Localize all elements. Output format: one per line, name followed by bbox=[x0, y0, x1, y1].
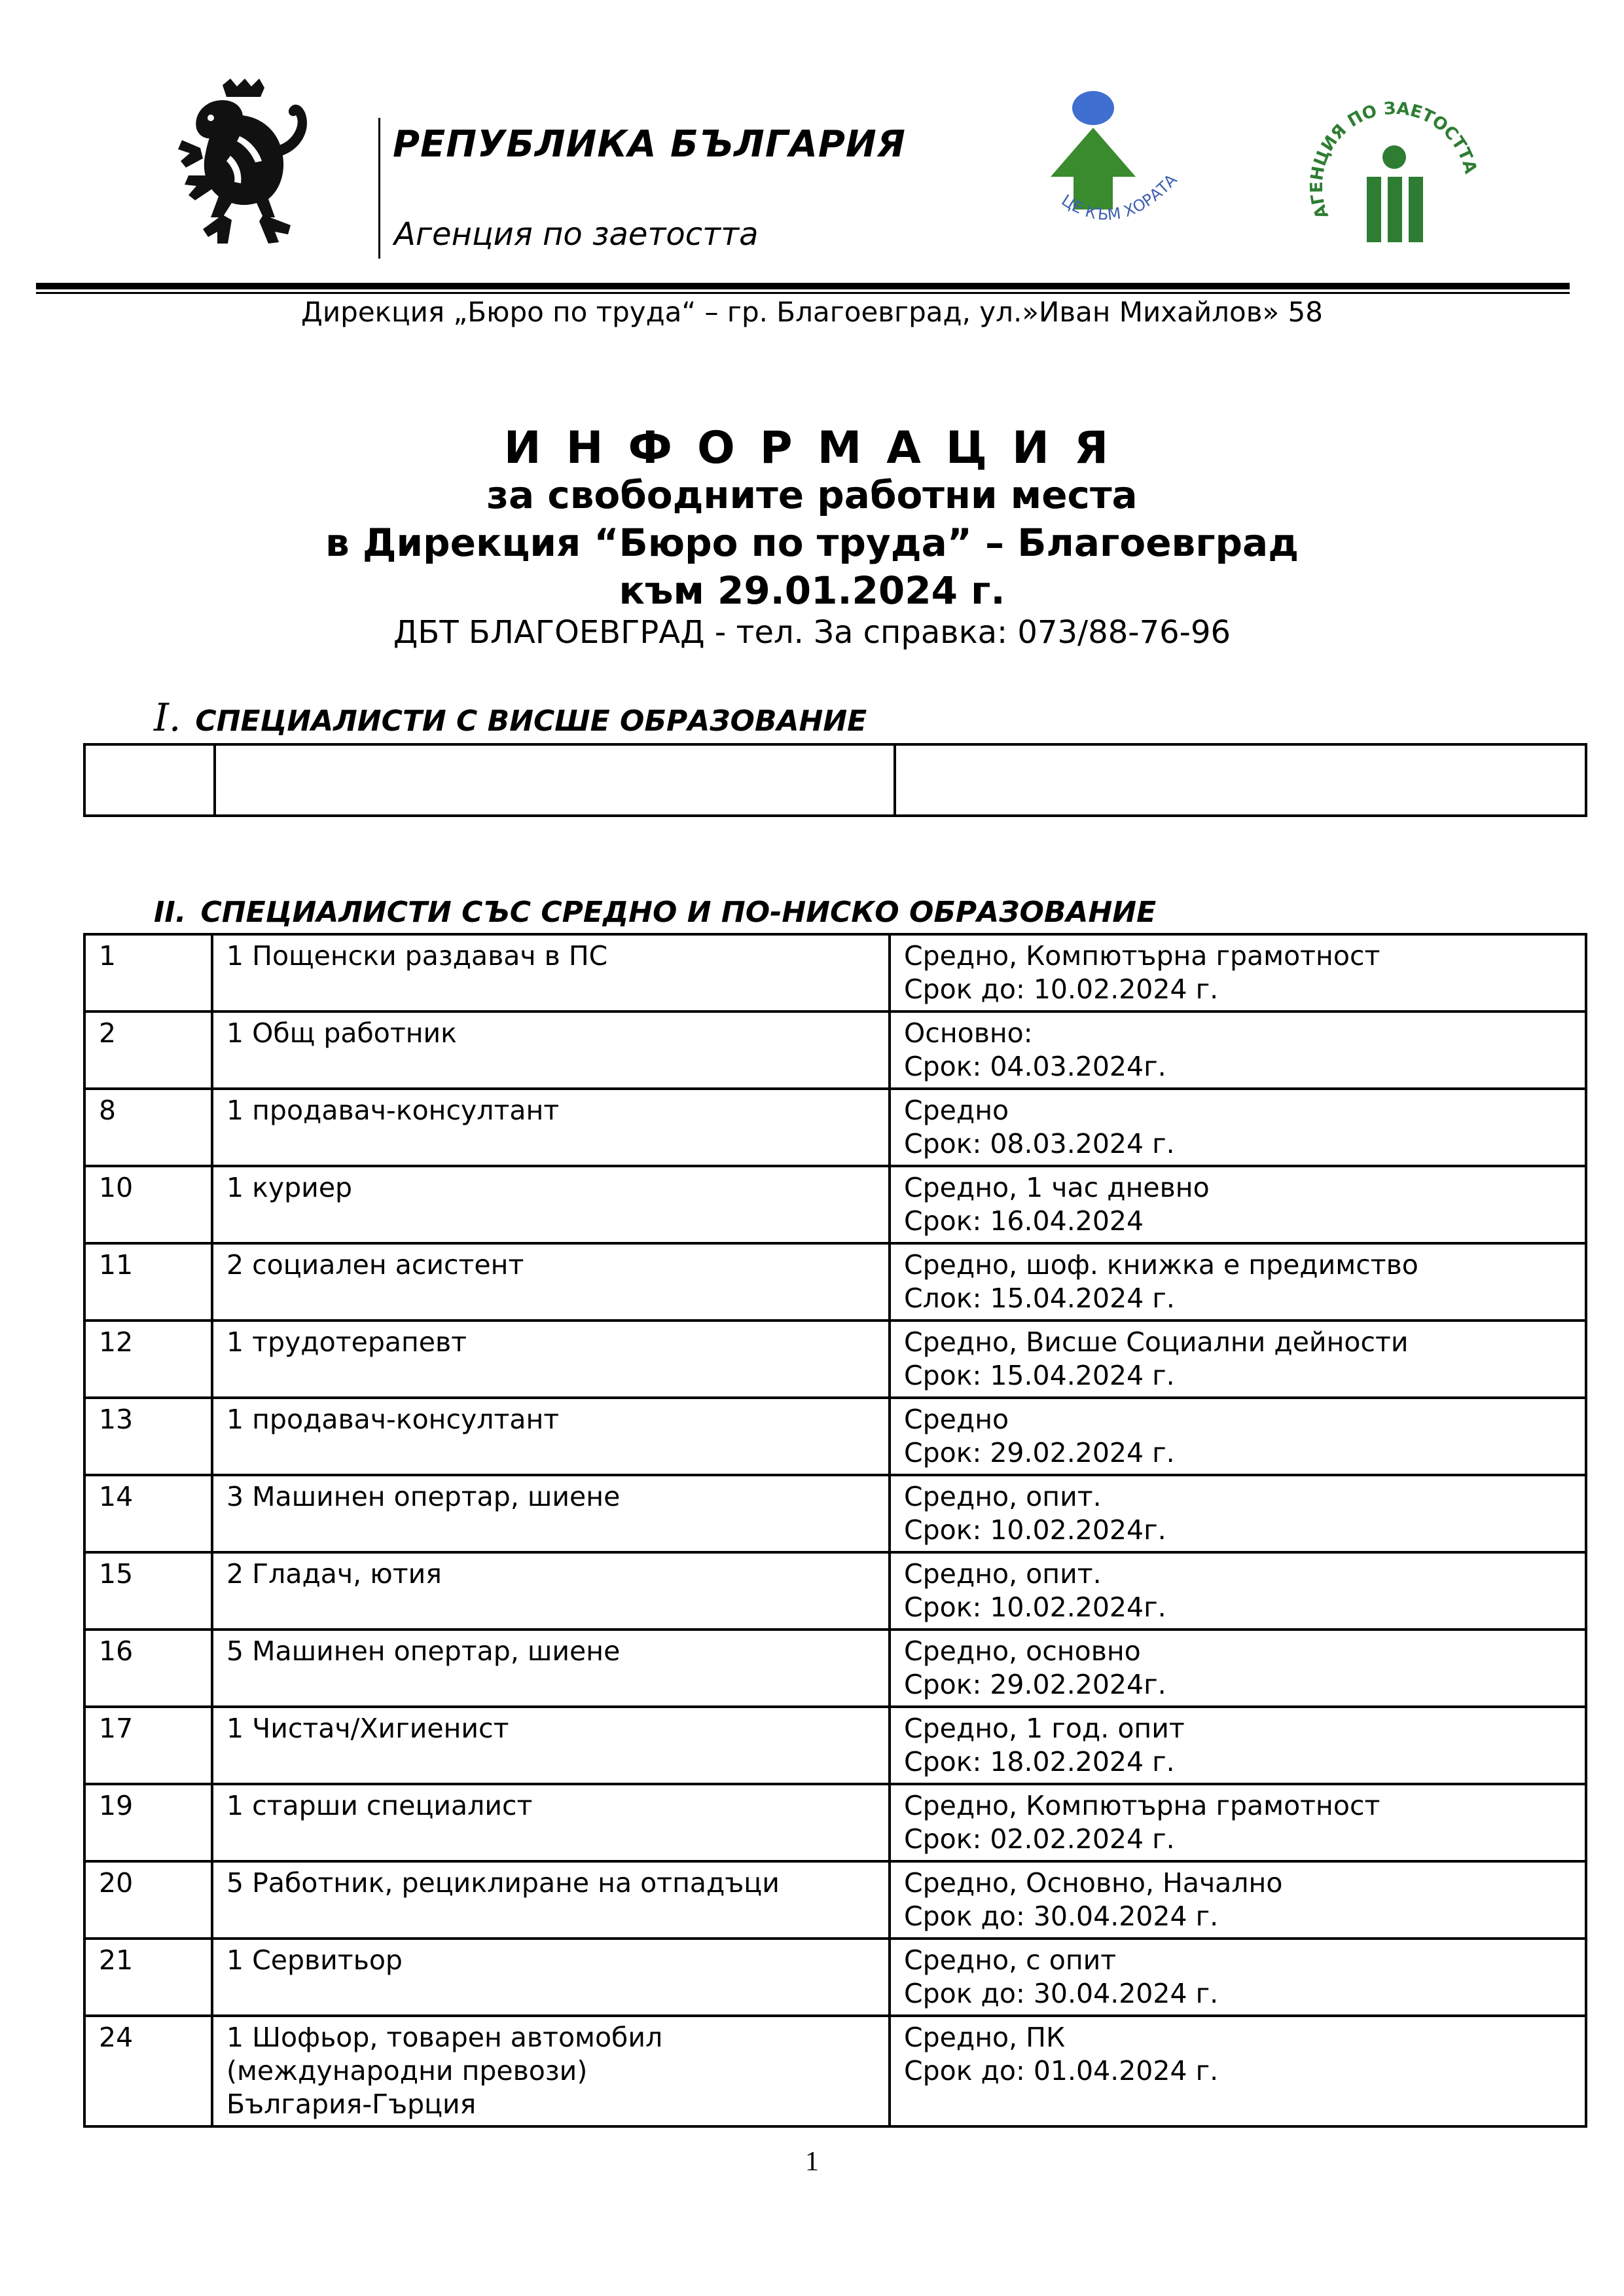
position-text: 2 социален асистент bbox=[226, 1249, 524, 1281]
requirement-text: Срок: 18.02.2024 г. bbox=[904, 1746, 1175, 1777]
table-row bbox=[84, 1552, 1586, 1630]
position-cell bbox=[212, 1243, 890, 1321]
position-text: България-Гърция bbox=[226, 2088, 477, 2120]
position-text: 1 Пощенски раздавач в ПС bbox=[226, 940, 608, 972]
coat-of-arms-lion-icon bbox=[177, 77, 327, 244]
requirement-text: Средно bbox=[904, 1095, 1009, 1126]
requirements-cell bbox=[890, 1861, 1586, 1939]
requirement-text: Срок до: 30.04.2024 г. bbox=[904, 1978, 1219, 2009]
requirement-text: Слок: 15.04.2024 г. bbox=[904, 1283, 1175, 1314]
row-number: 24 bbox=[84, 2016, 212, 2126]
requirements-cell bbox=[890, 1166, 1586, 1243]
position-cell bbox=[212, 1707, 890, 1784]
requirement-text: Срок: 10.02.2024г. bbox=[904, 1514, 1166, 1546]
requirement-text: Срок: 29.02.2024 г. bbox=[904, 1437, 1175, 1468]
position-cell bbox=[212, 1011, 890, 1089]
requirements-cell bbox=[890, 1552, 1586, 1630]
document-title: ИНФОРМАЦИЯ bbox=[503, 422, 1134, 474]
table-row bbox=[84, 1243, 1586, 1321]
position-text: 1 трудотерапевт bbox=[226, 1326, 467, 1358]
requirement-text: Срок: 02.02.2024 г. bbox=[904, 1823, 1175, 1855]
row-number: 16 bbox=[84, 1630, 212, 1707]
requirement-text: Средно, Висше Социални дейности bbox=[904, 1326, 1409, 1358]
position-cell bbox=[212, 1398, 890, 1475]
position-cell bbox=[212, 2016, 890, 2126]
table-cell bbox=[84, 744, 215, 816]
position-text: 1 Чистач/Хигиенист bbox=[226, 1713, 509, 1744]
header-rule-thin bbox=[36, 292, 1570, 294]
row-number: 2 bbox=[84, 1011, 212, 1089]
row-number: 12 bbox=[84, 1321, 212, 1398]
row-number: 13 bbox=[84, 1398, 212, 1475]
requirement-text: Срок: 15.04.2024 г. bbox=[904, 1360, 1175, 1391]
position-cell bbox=[212, 1552, 890, 1630]
position-cell bbox=[212, 1089, 890, 1166]
position-cell bbox=[212, 1939, 890, 2016]
row-number: 10 bbox=[84, 1166, 212, 1243]
row-number: 14 bbox=[84, 1475, 212, 1552]
requirement-text: Основно: bbox=[904, 1017, 1033, 1049]
requirement-text: Средно, опит. bbox=[904, 1558, 1102, 1590]
requirement-text: Срок: 16.04.2024 bbox=[904, 1205, 1144, 1237]
table-row bbox=[84, 1784, 1586, 1861]
requirements-cell bbox=[890, 1243, 1586, 1321]
requirement-text: Средно, шоф. книжка е предимство bbox=[904, 1249, 1418, 1281]
position-cell bbox=[212, 1784, 890, 1861]
requirements-cell bbox=[890, 1939, 1586, 2016]
table-cell bbox=[895, 744, 1586, 816]
requirement-text: Срок: 29.02.2024г. bbox=[904, 1669, 1166, 1700]
requirements-cell bbox=[890, 2016, 1586, 2126]
requirements-cell bbox=[890, 1707, 1586, 1784]
requirements-cell bbox=[890, 1089, 1586, 1166]
table-row bbox=[84, 934, 1586, 1011]
table-row bbox=[84, 2016, 1586, 2126]
title-date: към 29.01.2024 г. bbox=[619, 568, 1005, 613]
table-row bbox=[84, 1939, 1586, 2016]
requirement-text: Срок: 10.02.2024г. bbox=[904, 1592, 1166, 1623]
requirements-cell bbox=[890, 1630, 1586, 1707]
position-text: 1 Шофьор, товарен автомобил bbox=[226, 2022, 663, 2053]
table-row bbox=[84, 1398, 1586, 1475]
position-cell bbox=[212, 1166, 890, 1243]
requirement-text: Срок: 04.03.2024г. bbox=[904, 1051, 1166, 1082]
higher-education-table bbox=[83, 743, 1587, 817]
requirement-text: Средно, опит. bbox=[904, 1481, 1102, 1512]
section-1-number: I. bbox=[154, 695, 181, 740]
section-1-heading bbox=[154, 695, 867, 740]
position-cell bbox=[212, 1321, 890, 1398]
agency-subtitle: Агенция по заетостта bbox=[394, 216, 759, 253]
table-row bbox=[84, 1011, 1586, 1089]
requirement-text: Срок до: 01.04.2024 г. bbox=[904, 2055, 1219, 2086]
position-text: 1 Сервитьор bbox=[226, 1944, 403, 1976]
header-divider bbox=[378, 118, 380, 259]
requirement-text: Срок до: 30.04.2024 г. bbox=[904, 1901, 1219, 1932]
table-row bbox=[84, 744, 1586, 816]
position-cell bbox=[212, 934, 890, 1011]
row-number: 21 bbox=[84, 1939, 212, 2016]
section-2-number: II. bbox=[154, 896, 187, 929]
position-cell bbox=[212, 1475, 890, 1552]
row-number: 20 bbox=[84, 1861, 212, 1939]
contact-phone: ДБТ БЛАГОЕВГРАД - тел. За справка: 073/88-76-96 bbox=[393, 614, 1231, 651]
requirement-text: Средно, Основно, Начално bbox=[904, 1867, 1283, 1899]
row-number: 1 bbox=[84, 934, 212, 1011]
requirement-text: Срок до: 10.02.2024 г. bbox=[904, 974, 1219, 1005]
requirements-cell bbox=[890, 1398, 1586, 1475]
requirement-text: Средно bbox=[904, 1404, 1009, 1435]
svg-text:ЦЕ КЪМ ХОРАТА: ЦЕ КЪМ ХОРАТА bbox=[1058, 170, 1181, 225]
row-number: 19 bbox=[84, 1784, 212, 1861]
table-row bbox=[84, 1166, 1586, 1243]
republic-title: РЕПУБЛИКА БЪЛГАРИЯ bbox=[393, 123, 906, 166]
requirements-cell bbox=[890, 1784, 1586, 1861]
position-text: 1 продавач-консултант bbox=[226, 1095, 560, 1126]
requirement-text: Средно, 1 час дневно bbox=[904, 1172, 1210, 1203]
table-row bbox=[84, 1707, 1586, 1784]
row-number: 8 bbox=[84, 1089, 212, 1166]
row-number: 17 bbox=[84, 1707, 212, 1784]
directorate-address: Дирекция „Бюро по труда“ – гр. Благоевград, ул.»Иван Михайлов» 58 bbox=[301, 296, 1323, 328]
section-1-title: СПЕЦИАЛИСТИ С ВИСШЕ ОБРАЗОВАНИЕ bbox=[195, 704, 867, 738]
vacancies-table bbox=[83, 933, 1587, 2128]
table-row bbox=[84, 1475, 1586, 1552]
svg-text:АГЕНЦИЯ ПО ЗАЕТОСТТА: АГЕНЦИЯ ПО ЗАЕТОСТТА bbox=[1307, 98, 1481, 221]
row-number: 11 bbox=[84, 1243, 212, 1321]
requirements-cell bbox=[890, 1011, 1586, 1089]
requirement-text: Срок: 08.03.2024 г. bbox=[904, 1128, 1175, 1159]
position-text: 1 продавач-консултант bbox=[226, 1404, 560, 1435]
table-row bbox=[84, 1630, 1586, 1707]
position-cell bbox=[212, 1861, 890, 1939]
requirement-text: Средно, ПК bbox=[904, 2022, 1066, 2053]
requirements-cell bbox=[890, 1321, 1586, 1398]
requirement-text: Средно, с опит bbox=[904, 1944, 1117, 1976]
page-number: 1 bbox=[805, 2147, 819, 2177]
people-arrow-logo-icon bbox=[1021, 88, 1218, 246]
position-cell bbox=[212, 1630, 890, 1707]
position-text: 1 старши специалист bbox=[226, 1790, 533, 1821]
table-cell bbox=[215, 744, 895, 816]
position-text: 3 Машинен опертар, шиене bbox=[226, 1481, 621, 1512]
section-2-heading bbox=[154, 896, 1156, 929]
employment-agency-logo-icon bbox=[1303, 85, 1486, 249]
requirement-text: Средно, Компютърна грамотност bbox=[904, 940, 1380, 972]
row-number: 15 bbox=[84, 1552, 212, 1630]
position-text: 5 Машинен опертар, шиене bbox=[226, 1635, 621, 1667]
position-text: 1 куриер bbox=[226, 1172, 353, 1203]
position-text: 1 Общ работник bbox=[226, 1017, 457, 1049]
title-line-2: за свободните работни места bbox=[486, 473, 1138, 517]
requirements-cell bbox=[890, 934, 1586, 1011]
requirement-text: Средно, 1 год. опит bbox=[904, 1713, 1185, 1744]
header-rule bbox=[36, 283, 1570, 289]
section-2-title: СПЕЦИАЛИСТИ СЪС СРЕДНО И ПО-НИСКО ОБРАЗОВАНИЕ bbox=[200, 896, 1157, 929]
table-row bbox=[84, 1089, 1586, 1166]
position-text: 2 Гладач, ютия bbox=[226, 1558, 442, 1590]
table-row bbox=[84, 1321, 1586, 1398]
table-row bbox=[84, 1861, 1586, 1939]
requirement-text: Средно, Компютърна грамотност bbox=[904, 1790, 1380, 1821]
title-line-3: в Дирекция “Бюро по труда” – Благоевград bbox=[325, 520, 1299, 565]
requirements-cell bbox=[890, 1475, 1586, 1552]
position-text: (международни превози) bbox=[226, 2055, 588, 2086]
requirement-text: Средно, основно bbox=[904, 1635, 1141, 1667]
position-text: 5 Работник, рециклиране на отпадъци bbox=[226, 1867, 780, 1899]
